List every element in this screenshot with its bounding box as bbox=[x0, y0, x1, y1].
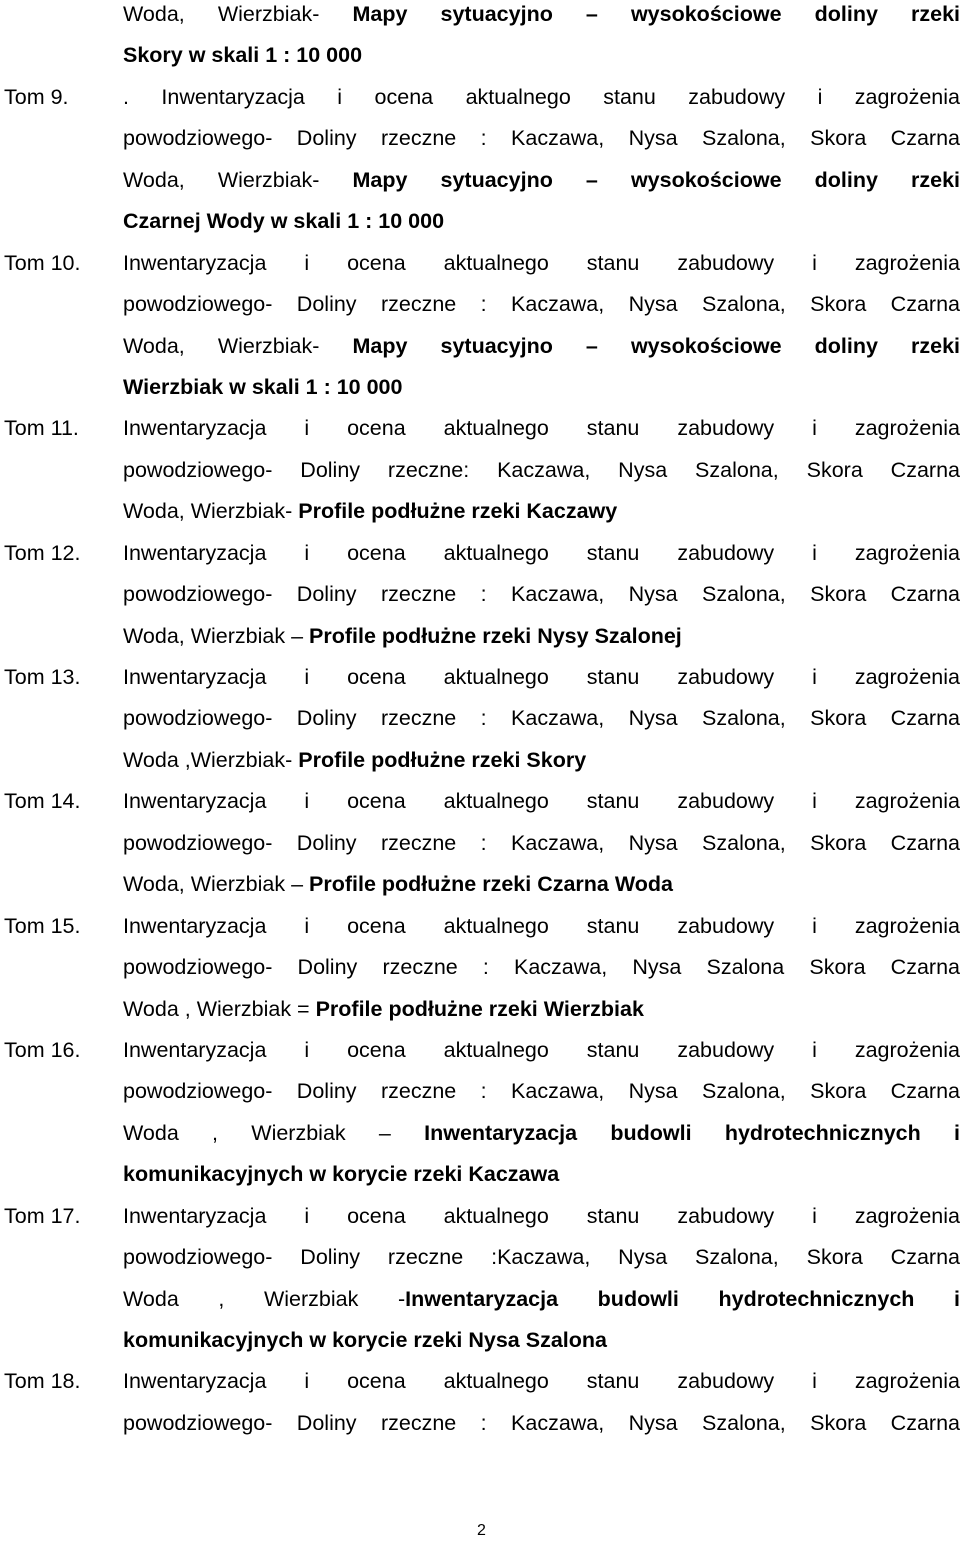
text: Woda, Wierzbiak- bbox=[123, 167, 353, 192]
text-line bbox=[0, 823, 960, 864]
text: Woda, Wierzbiak- bbox=[123, 499, 299, 524]
text: Woda, Wierzbiak – bbox=[123, 623, 310, 648]
text-line bbox=[0, 491, 960, 532]
text-line bbox=[0, 698, 960, 739]
bold-text: Mapy sytuacyjno – wysokościowe doliny rzeki bbox=[352, 333, 960, 358]
text-line bbox=[0, 326, 960, 367]
text: powodziowego- Doliny rzeczne : Kaczawa, Nysa Szalona, Skora Czarna bbox=[123, 582, 960, 607]
text: Inwentaryzacja i ocena aktualnego stanu zabudowy i zagrożenia bbox=[123, 789, 960, 814]
text-line bbox=[0, 1071, 960, 1112]
bold-text: Wierzbiak w skali 1 : 10 000 bbox=[123, 374, 403, 399]
text-line bbox=[0, 1237, 960, 1278]
bold-text: Mapy sytuacyjno – wysokościowe doliny rzeki bbox=[352, 167, 960, 192]
text-line bbox=[0, 1361, 960, 1402]
text: powodziowego- Doliny rzeczne: Kaczawa, Nysa Szalona, Skora Czarna bbox=[123, 457, 960, 482]
text: powodziowego- Doliny rzeczne : Kaczawa, Nysa Szalona, Skora Czarna bbox=[123, 1079, 960, 1104]
volume-label: Tom 11. bbox=[4, 416, 79, 441]
text: powodziowego- Doliny rzeczne : Kaczawa, Nysa Szalona Skora Czarna bbox=[123, 955, 960, 980]
text-line bbox=[0, 616, 960, 657]
text: powodziowego- Doliny rzeczne : Kaczawa, Nysa Szalona, Skora Czarna bbox=[123, 292, 960, 317]
text: powodziowego- Doliny rzeczne : Kaczawa, Nysa Szalona, Skora Czarna bbox=[123, 126, 960, 151]
text: Inwentaryzacja i ocena aktualnego stanu zabudowy i zagrożenia bbox=[123, 913, 960, 938]
text: . Inwentaryzacja i ocena aktualnego stanu zabudowy i zagrożenia bbox=[123, 84, 960, 109]
text-line bbox=[0, 1320, 960, 1361]
bold-text: Czarnej Wody w skali 1 : 10 000 bbox=[123, 209, 445, 234]
text: Woda, Wierzbiak- bbox=[123, 333, 353, 358]
text: Inwentaryzacja i ocena aktualnego stanu zabudowy i zagrożenia bbox=[123, 1203, 960, 1228]
bold-text: Profile podłużne rzeki Kaczawy bbox=[298, 499, 618, 524]
text-line bbox=[0, 35, 960, 76]
text-line bbox=[0, 1279, 960, 1320]
text-line bbox=[0, 1196, 960, 1237]
bold-text: Mapy sytuacyjno – wysokościowe doliny rzeki bbox=[352, 2, 960, 26]
text-line bbox=[0, 408, 960, 449]
volume-label: Tom 15. bbox=[4, 913, 81, 938]
text-line bbox=[0, 243, 960, 284]
text-line bbox=[0, 1113, 960, 1154]
text: powodziowego- Doliny rzeczne : Kaczawa, Nysa Szalona, Skora Czarna bbox=[123, 706, 960, 731]
text-line bbox=[0, 1154, 960, 1195]
volume-label: Tom 17. bbox=[4, 1203, 81, 1228]
bold-text: Inwentaryzacja budowli hydrotechnicznych i bbox=[424, 1120, 960, 1145]
text-line bbox=[0, 1030, 960, 1071]
volume-label: Tom 18. bbox=[4, 1369, 81, 1394]
text-line bbox=[0, 450, 960, 491]
text-line bbox=[0, 740, 960, 781]
text-line bbox=[0, 781, 960, 822]
text-line bbox=[0, 284, 960, 325]
bold-text: komunikacyjnych w korycie rzeki Kaczawa bbox=[123, 1162, 560, 1187]
text: Inwentaryzacja i ocena aktualnego stanu zabudowy i zagrożenia bbox=[123, 1037, 960, 1062]
text: Inwentaryzacja i ocena aktualnego stanu zabudowy i zagrożenia bbox=[123, 540, 960, 565]
page-number: 2 bbox=[477, 1522, 486, 1539]
text-line bbox=[0, 989, 960, 1030]
bold-text: Profile podłużne rzeki Wierzbiak bbox=[315, 996, 644, 1021]
text: Inwentaryzacja i ocena aktualnego stanu zabudowy i zagrożenia bbox=[123, 1369, 960, 1394]
text-line bbox=[0, 657, 960, 698]
text: Woda, Wierzbiak – bbox=[123, 872, 310, 897]
volume-label: Tom 16. bbox=[4, 1037, 81, 1062]
text-line bbox=[0, 574, 960, 615]
text: Inwentaryzacja i ocena aktualnego stanu zabudowy i zagrożenia bbox=[123, 665, 960, 689]
bold-text: Profile podłużne rzeki Czarna Woda bbox=[309, 872, 673, 897]
text: powodziowego- Doliny rzeczne :Kaczawa, Nysa Szalona, Skora Czarna bbox=[123, 1245, 960, 1270]
text: Inwentaryzacja i ocena aktualnego stanu zabudowy i zagrożenia bbox=[123, 416, 960, 441]
bold-text: komunikacyjnych w korycie rzeki Nysa Szalona bbox=[123, 1328, 607, 1352]
text: Woda, Wierzbiak- bbox=[123, 2, 353, 26]
bold-text: Skory w skali 1 : 10 000 bbox=[123, 43, 363, 68]
text-line bbox=[0, 947, 960, 988]
text: Woda , Wierzbiak = bbox=[123, 996, 316, 1021]
text-line bbox=[0, 77, 960, 118]
text-line bbox=[0, 906, 960, 947]
text: Woda , Wierzbiak - bbox=[123, 1286, 406, 1311]
text: powodziowego- Doliny rzeczne : Kaczawa, Nysa Szalona, Skora Czarna bbox=[123, 1410, 960, 1435]
text: Woda , Wierzbiak – bbox=[123, 1120, 425, 1145]
volume-label: Tom 9. bbox=[4, 84, 69, 109]
text-line bbox=[0, 118, 960, 159]
text-line bbox=[0, 201, 960, 242]
volume-label: Tom 10. bbox=[4, 250, 81, 275]
bold-text: Profile podłużne rzeki Skory bbox=[298, 747, 587, 772]
text-line bbox=[0, 160, 960, 201]
text: powodziowego- Doliny rzeczne : Kaczawa, Nysa Szalona, Skora Czarna bbox=[123, 830, 960, 855]
volume-label: Tom 12. bbox=[4, 540, 81, 565]
bold-text: Inwentaryzacja budowli hydrotechnicznych i bbox=[405, 1286, 960, 1311]
text-line bbox=[0, 533, 960, 574]
volume-label: Tom 14. bbox=[4, 789, 81, 814]
text-line bbox=[0, 367, 960, 408]
text-line bbox=[0, 0, 960, 35]
text-line bbox=[0, 864, 960, 905]
text-line bbox=[0, 1403, 960, 1444]
bold-text: Profile podłużne rzeki Nysy Szalonej bbox=[309, 623, 682, 648]
text: Woda ,Wierzbiak- bbox=[123, 747, 299, 772]
volume-label: Tom 13. bbox=[4, 665, 81, 689]
text: Inwentaryzacja i ocena aktualnego stanu zabudowy i zagrożenia bbox=[123, 250, 960, 275]
